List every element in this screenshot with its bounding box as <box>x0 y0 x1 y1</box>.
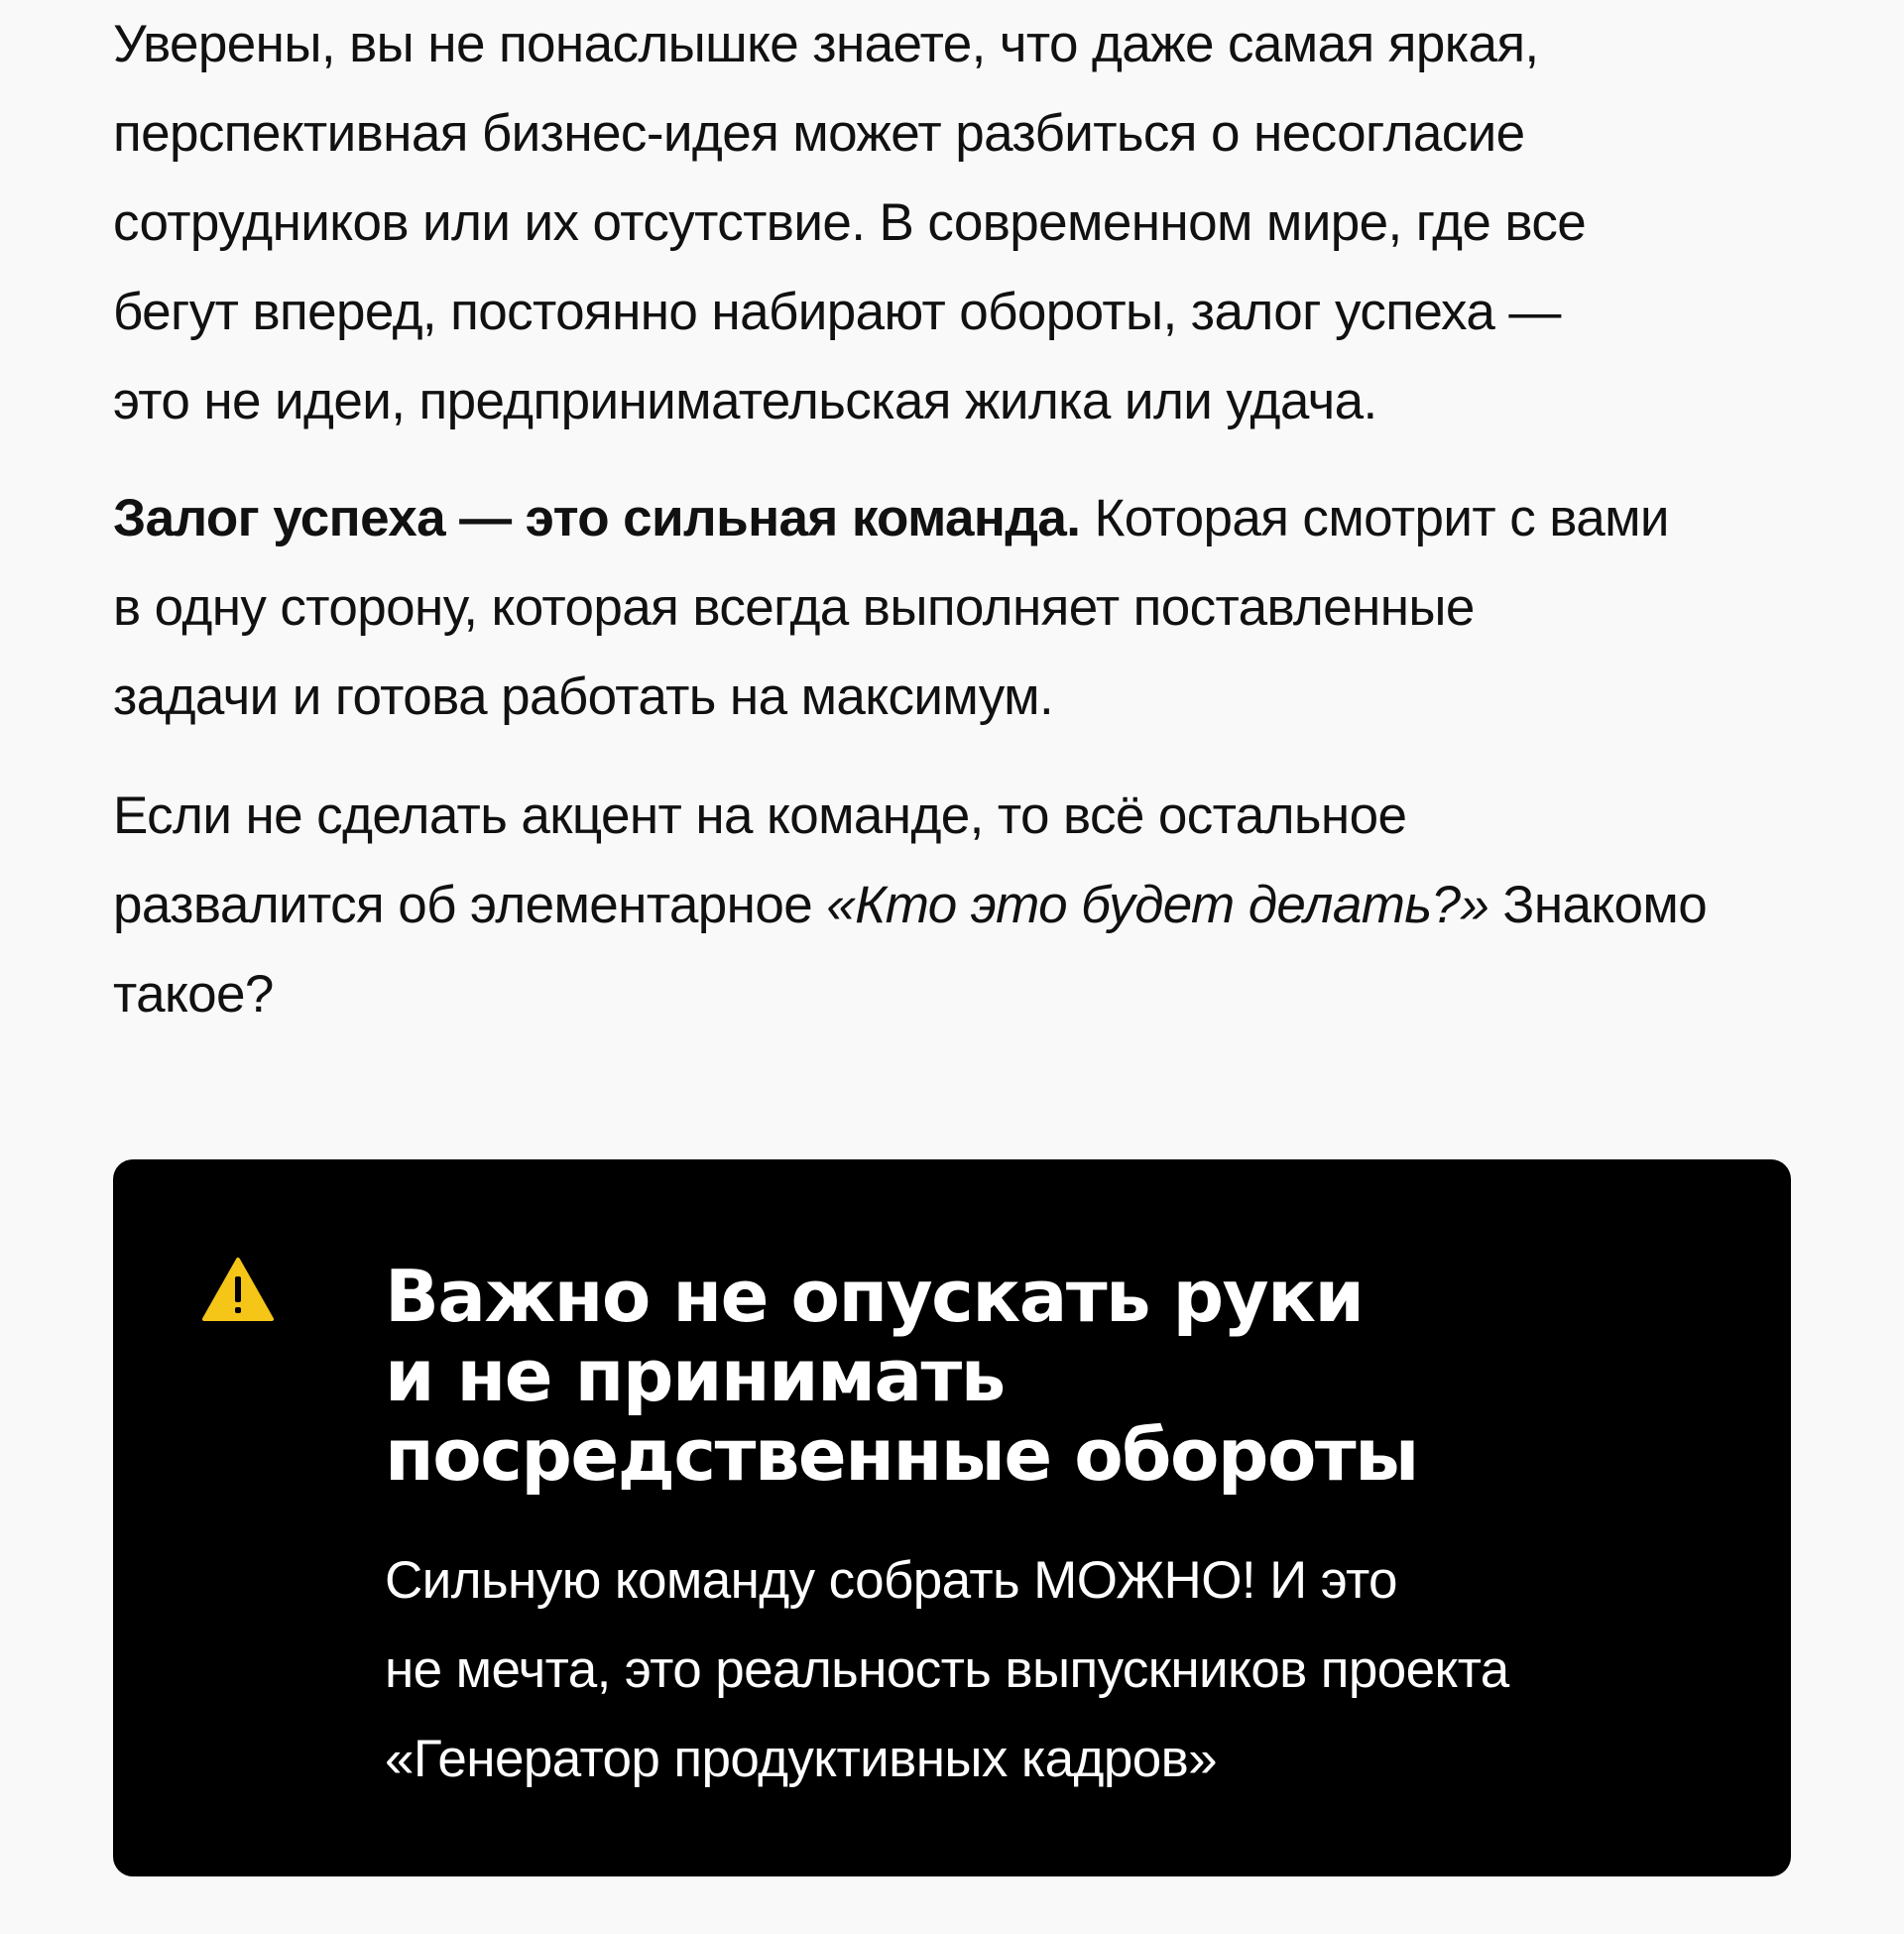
title-line: посредственные обороты <box>385 1413 1418 1497</box>
text-line: Если не сделать акцент на команде, то всё остальное <box>113 786 1407 845</box>
callout-title <box>385 1257 1418 1495</box>
text-line: это не идеи, предпринимательская жилка или удача. <box>113 372 1377 430</box>
text-fragment: Знакомо <box>1488 876 1708 934</box>
title-line: Важно не опускать руки <box>385 1255 1364 1338</box>
warning-icon <box>202 1257 274 1322</box>
text-line <box>113 474 1799 563</box>
text-line: такое? <box>113 965 274 1024</box>
text-line: «Генератор продуктивных кадров» <box>385 1730 1218 1788</box>
title-line: и не принимать <box>385 1334 1005 1417</box>
text-line: задачи и готова работать на максимум. <box>113 667 1054 726</box>
callout-box <box>113 1159 1791 1876</box>
text-line: Сильную команду собрать МОЖНО! И это <box>385 1551 1397 1610</box>
text-line: сотрудников или их отсутствие. В современном мире, где все <box>113 193 1587 252</box>
text-fragment: развалится об элементарное <box>113 876 827 934</box>
bold-statement: Залог успеха — это сильная команда. <box>113 489 1081 547</box>
paragraph-question <box>113 772 1819 1039</box>
text-line: бегут вперед, постоянно набирают обороты, залог успеха — <box>113 283 1561 341</box>
italic-quote: «Кто это будет делать?» <box>826 876 1489 934</box>
callout-text <box>385 1536 1509 1804</box>
paragraph-intro <box>113 0 1799 446</box>
text-line: не мечта, это реальность выпускников проекта <box>385 1640 1509 1699</box>
text-line: перспективная бизнес-идея может разбиться о несогласие <box>113 104 1525 163</box>
text-line: в одну сторону, которая всегда выполняет поставленные <box>113 578 1475 637</box>
text-line <box>113 861 1819 950</box>
text-fragment: Которая смотрит с вами <box>1080 489 1669 547</box>
paragraph-team <box>113 474 1799 742</box>
text-line: Уверены, вы не понаслышке знаете, что даже самая яркая, <box>113 15 1539 73</box>
